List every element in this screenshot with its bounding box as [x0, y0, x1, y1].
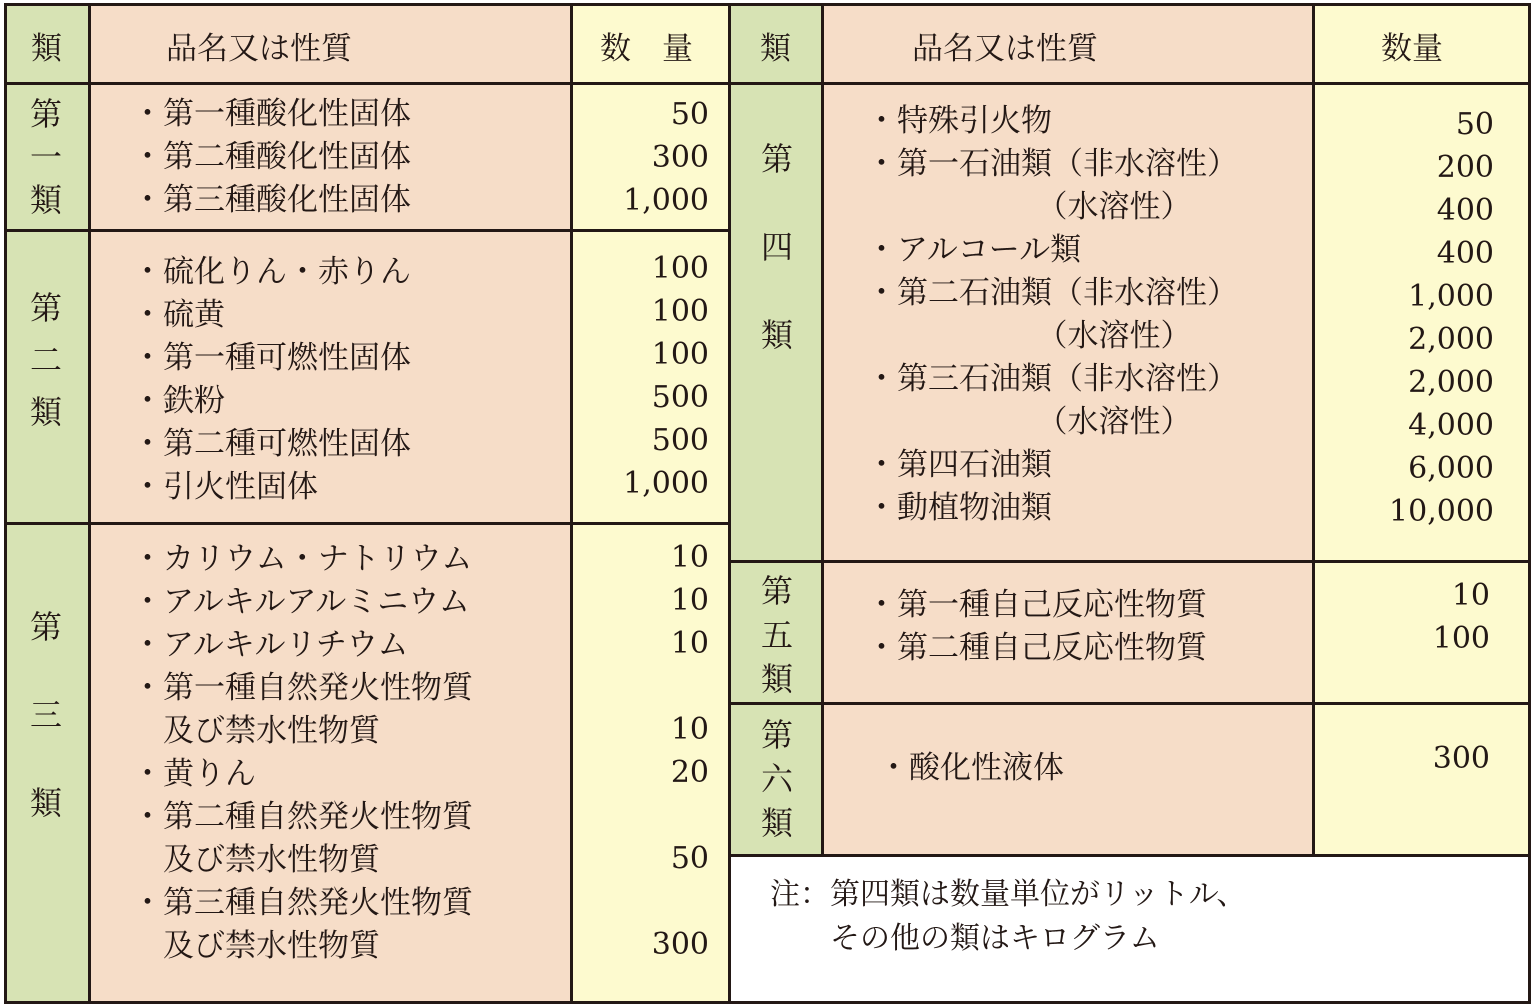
item-name: ・硫黄 [132, 297, 225, 333]
item-name: ・第四石油類 [866, 447, 1052, 483]
item-name: ・第二石油類（非水溶性） [866, 275, 1238, 311]
item-qty: 10 [670, 540, 709, 575]
item-qty: 300 [651, 140, 709, 175]
item-name: ・アルキルアルミニウム [132, 584, 470, 620]
item-name: ・アルコール類 [866, 232, 1082, 268]
item-name: ・黄りん [132, 756, 256, 792]
item-qty: 200 [1436, 150, 1494, 185]
item-name: ・第三石油類（非水溶性） [866, 361, 1238, 397]
item-qty: 2,000 [1408, 322, 1494, 357]
header-class-right: 類 [760, 31, 791, 67]
item-qty: 4,000 [1408, 408, 1494, 443]
item-name: ・第三種酸化性固体 [132, 182, 411, 218]
header-qty-left: 数 量 [600, 31, 693, 67]
class-label-5: 第 五 類 [760, 572, 793, 698]
item-name: ・動植物油類 [866, 490, 1052, 526]
item-name: ・第一種自然発火性物質 [132, 670, 473, 706]
header-name-left: 品名又は性質 [166, 31, 352, 67]
item-name: ・引火性固体 [132, 469, 318, 505]
item-qty: 300 [651, 927, 709, 962]
item-qty: 6,000 [1408, 451, 1494, 486]
note-line-1: 注：第四類は数量単位がリットル、 [770, 877, 1247, 912]
item-qty: 1,000 [623, 466, 709, 501]
item-name: ・硫化りん・赤りん [132, 254, 411, 290]
item-qty: 10 [670, 626, 709, 661]
item-qty: 10,000 [1389, 494, 1494, 529]
item-qty: 10 [670, 712, 709, 747]
item-name: ・第一石油類（非水溶性） [866, 146, 1238, 182]
item-name: ・第二種自然発火性物質 [132, 799, 473, 835]
item-qty: 50 [670, 97, 709, 132]
item-qty: 300 [1432, 741, 1490, 776]
item-qty: 100 [651, 251, 709, 286]
item-name: ・鉄粉 [132, 383, 225, 419]
item-name: 及び禁水性物質 [132, 928, 380, 964]
item-qty: 2,000 [1408, 365, 1494, 400]
class-label-6: 第 六 類 [760, 716, 793, 842]
item-qty: 1,000 [623, 183, 709, 218]
class-label-3: 第 三 類 [29, 608, 62, 822]
item-name: ・第二種可燃性固体 [132, 426, 411, 462]
item-name: 及び禁水性物質 [132, 713, 380, 749]
item-name: （水溶性） [866, 404, 1192, 440]
item-qty: 50 [670, 841, 709, 876]
item-name: ・酸化性液体 [878, 750, 1064, 786]
item-qty: 10 [670, 583, 709, 618]
item-qty: 500 [651, 380, 709, 415]
note-line-2: その他の類はキログラム [770, 921, 1160, 956]
header-class-left: 類 [31, 31, 62, 67]
item-name: （水溶性） [866, 318, 1192, 354]
class-label-2: 第 二 類 [29, 289, 62, 431]
item-name: ・第二種自己反応性物質 [866, 630, 1207, 666]
item-name: ・第三種自然発火性物質 [132, 885, 473, 921]
item-name: ・第一種自己反応性物質 [866, 587, 1207, 623]
item-qty: 400 [1436, 236, 1494, 271]
header-qty-right: 数量 [1381, 31, 1443, 67]
item-name: ・カリウム・ナトリウム [132, 541, 473, 577]
item-qty: 100 [651, 294, 709, 329]
item-name: ・第一種可燃性固体 [132, 340, 411, 376]
item-name: ・特殊引火物 [866, 103, 1052, 139]
item-qty: 400 [1436, 193, 1494, 228]
item-qty: 100 [651, 337, 709, 372]
item-name: 及び禁水性物質 [132, 842, 380, 878]
item-name: ・第一種酸化性固体 [132, 96, 411, 132]
hazmat-quantity-table [4, 3, 1531, 1004]
class-label-4: 第 四 類 [760, 140, 793, 354]
item-name: （水溶性） [866, 189, 1192, 225]
item-qty: 10 [1451, 578, 1490, 613]
item-name: ・第二種酸化性固体 [132, 139, 411, 175]
item-name: ・アルキルリチウム [132, 627, 409, 663]
item-qty: 20 [670, 755, 709, 790]
item-qty: 50 [1455, 107, 1494, 142]
item-qty: 500 [651, 423, 709, 458]
header-name-right: 品名又は性質 [912, 31, 1098, 67]
item-qty: 1,000 [1408, 279, 1494, 314]
item-qty: 100 [1432, 621, 1490, 656]
class-label-1: 第 一 類 [29, 95, 62, 219]
